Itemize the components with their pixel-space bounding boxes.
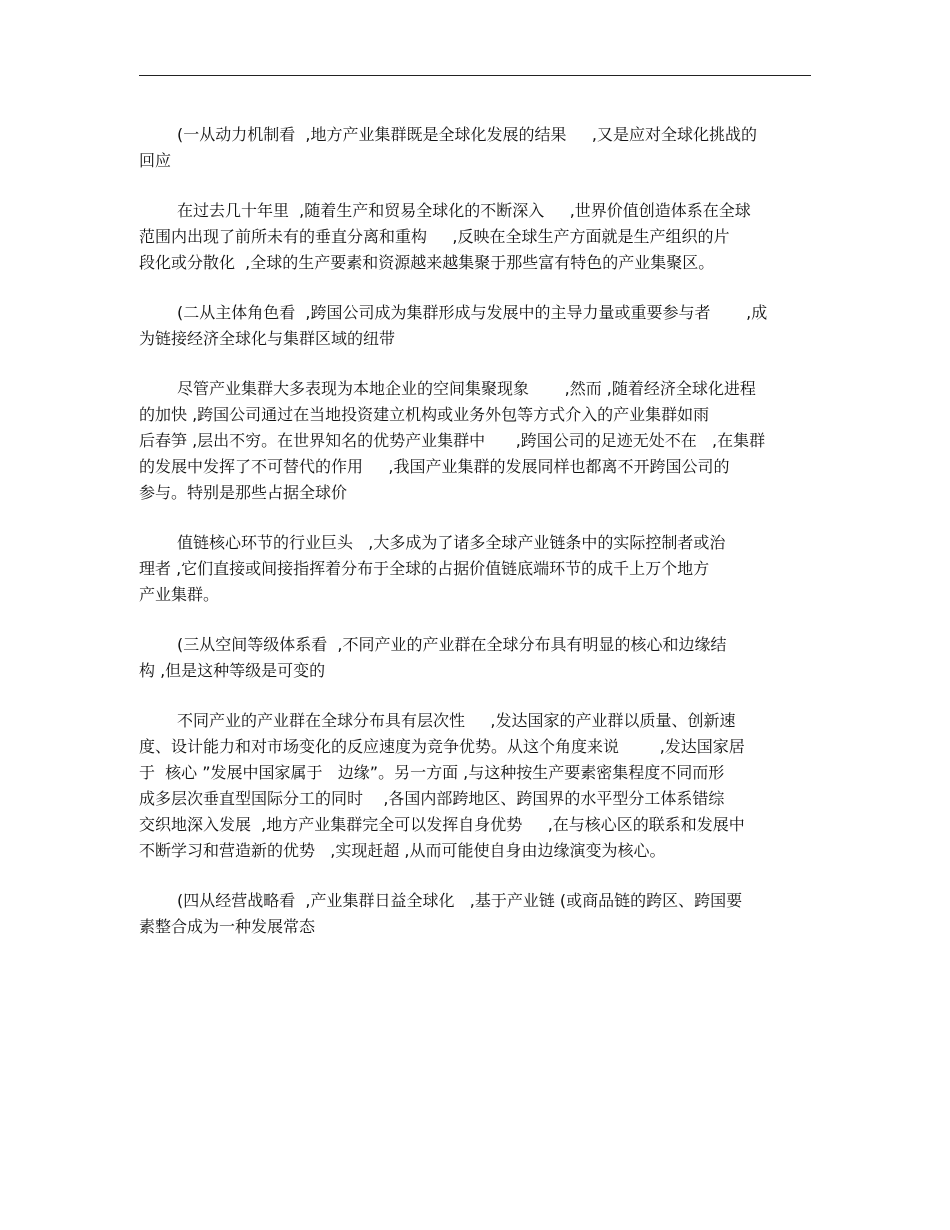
text-line: (四从经营战略看 ,产业集群日益全球化 ,基于产业链 (或商品链的跨区、跨国要 xyxy=(177,891,743,910)
text-line: (一从动力机制看 ,地方产业集群既是全球化发展的结果 ,又是应对全球化挑战的 xyxy=(177,125,758,144)
text-line: 的加快 ,跨国公司通过在当地投资建立机构或业务外包等方式介入的产业集群如雨 xyxy=(139,405,710,424)
paragraph-6 xyxy=(139,632,811,684)
text-line: 成多层次垂直型国际分工的同时 ,各国内部跨地区、跨国界的水平型分工体系错综 xyxy=(139,789,725,808)
text-line: 参与。特别是那些占据全球价 xyxy=(139,483,348,502)
paragraph-3 xyxy=(139,300,811,352)
text-line: 为链接经济全球化与集群区域的纽带 xyxy=(139,329,396,348)
paragraph-1 xyxy=(139,122,811,174)
text-line: 在过去几十年里 ,随着生产和贸易全球化的不断深入 ,世界价值创造体系在全球 xyxy=(177,201,751,220)
text-line: 于 核心 ”发展中国家属于 边缘”。另一方面 ,与这种按生产要素密集程度不同而形 xyxy=(139,763,725,782)
text-line: 理者 ,它们直接或间接指挥着分布于全球的占据价值链底端环节的成千上万个地方 xyxy=(139,559,710,578)
text-line: (三从空间等级体系看 ,不同产业的产业群在全球分布具有明显的核心和边缘结 xyxy=(177,635,727,654)
text-line: 尽管产业集群大多表现为本地企业的空间集聚现象 ,然而 ,随着经济全球化进程 xyxy=(177,379,756,398)
text-line: 构 ,但是这种等级是可变的 xyxy=(139,661,326,680)
text-line: 的发展中发挥了不可替代的作用 ,我国产业集群的发展同样也都离不开跨国公司的 xyxy=(139,457,730,476)
document-body xyxy=(139,122,811,964)
text-line: 后春笋 ,层出不穷。在世界知名的优势产业集群中 ,跨国公司的足迹无处不在 ,在集群 xyxy=(139,431,766,450)
text-line: 交织地深入发展 ,地方产业集群完全可以发挥自身优势 ,在与核心区的联系和发展中 xyxy=(139,815,745,834)
text-line: 度、设计能力和对市场变化的反应速度为竞争优势。从这个角度来说 ,发达国家居 xyxy=(139,737,745,756)
paragraph-7 xyxy=(139,708,811,864)
text-line: 产业集群。 xyxy=(139,585,220,604)
text-line: 段化或分散化 ,全球的生产要素和资源越来越集聚于那些富有特色的产业集聚区。 xyxy=(139,253,715,272)
text-line: (二从主体角色看 ,跨国公司成为集群形成与发展中的主导力量或重要参与者 ,成 xyxy=(177,303,768,322)
paragraph-5 xyxy=(139,530,811,608)
text-line: 不同产业的产业群在全球分布具有层次性 ,发达国家的产业群以质量、创新速 xyxy=(177,711,736,730)
paragraph-4 xyxy=(139,376,811,506)
text-line: 不断学习和营造新的优势 ,实现赶超 ,从而可能使自身由边缘演变为核心。 xyxy=(139,841,666,860)
text-line: 值链核心环节的行业巨头 ,大多成为了诸多全球产业链条中的实际控制者或治 xyxy=(177,533,726,552)
text-line: 范围内出现了前所未有的垂直分离和重构 ,反映在全球生产方面就是生产组织的片 xyxy=(139,227,730,246)
text-line: 素整合成为一种发展常态 xyxy=(139,917,316,936)
paragraph-2 xyxy=(139,198,811,276)
text-line: 回应 xyxy=(139,151,172,170)
paragraph-8 xyxy=(139,888,811,940)
header-rule xyxy=(139,75,811,76)
